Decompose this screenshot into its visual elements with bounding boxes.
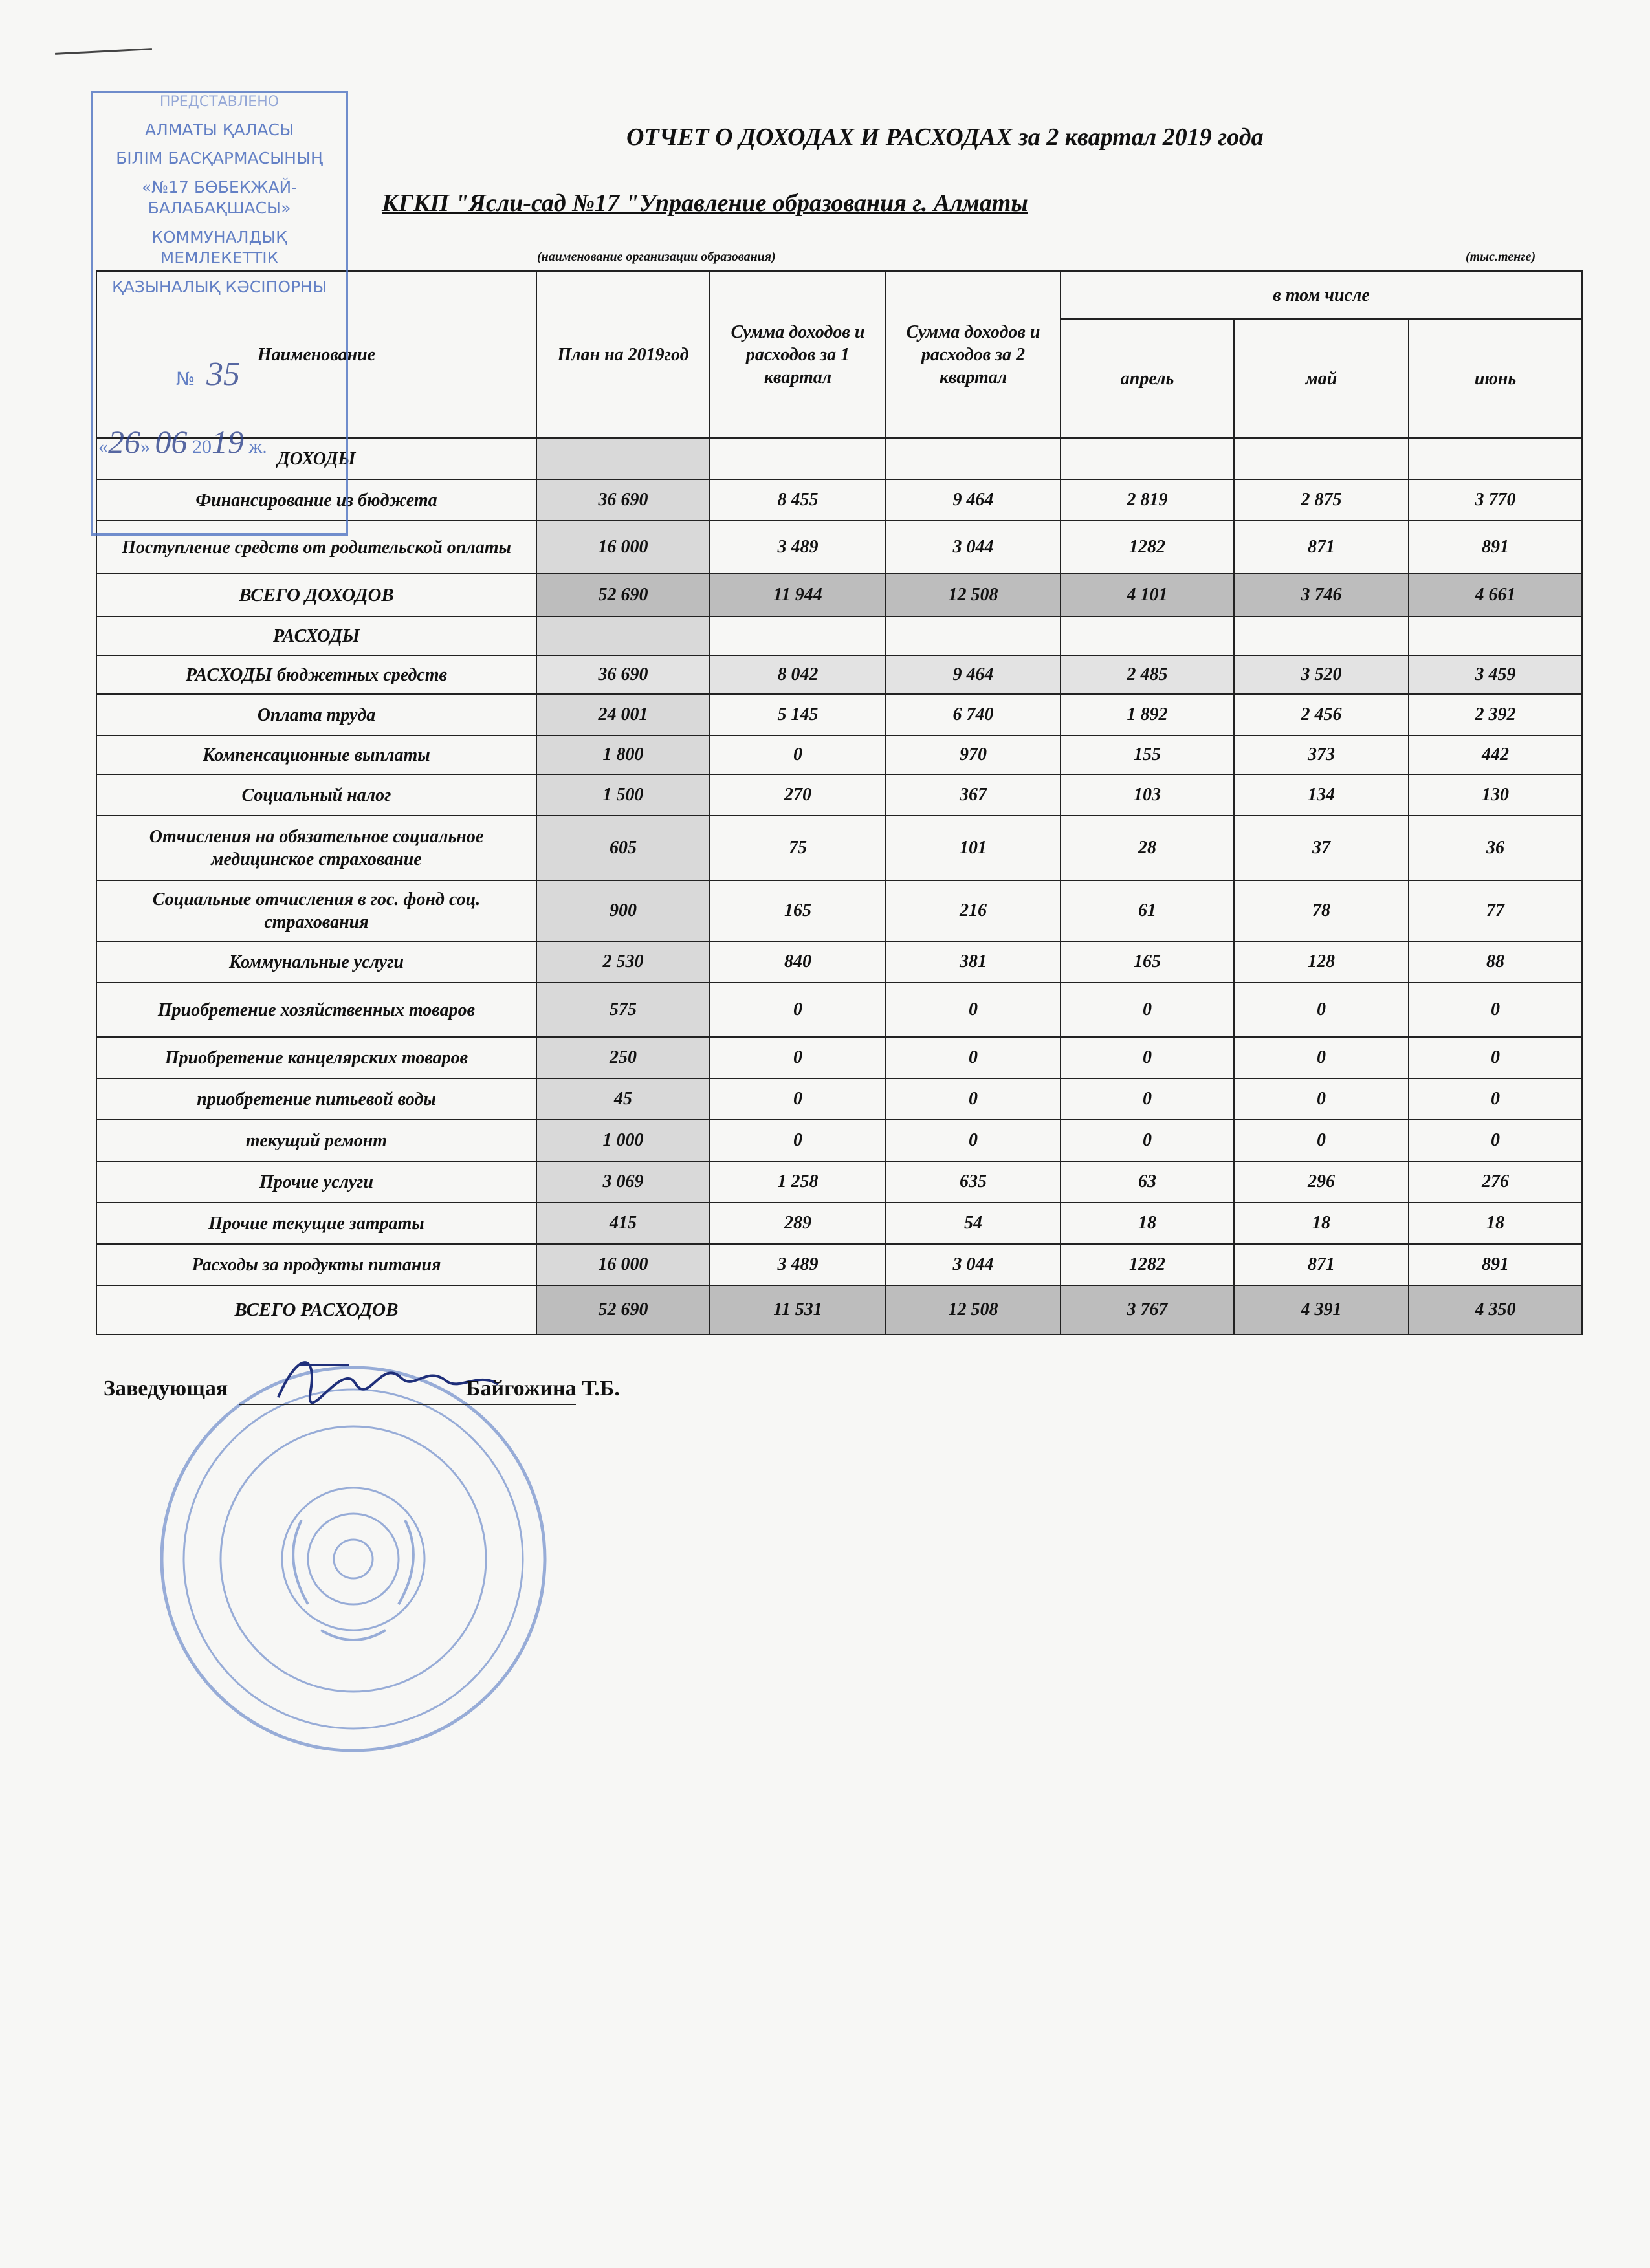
stamp-line: ҚАЗЫНАЛЫҚ КӘСІПОРНЫ (111, 277, 327, 296)
cell-apr: 61 (1061, 880, 1234, 941)
cell-jun: 4 661 (1409, 574, 1582, 616)
cell-apr (1061, 438, 1234, 479)
cell-plan: 3 069 (536, 1161, 710, 1203)
cell-q2: 9 464 (886, 655, 1061, 694)
cell-q2: 12 508 (886, 574, 1061, 616)
report-title: ОТЧЕТ О ДОХОДАХ И РАСХОДАХ за 2 квартал 2019 года (626, 124, 1264, 151)
cell-plan: 45 (536, 1078, 710, 1120)
cell-q2: 3 044 (886, 1244, 1061, 1285)
stamp-date: «26» 06 2019 ж. (98, 424, 267, 460)
cell-q2: 381 (886, 941, 1061, 983)
table-row (96, 774, 1582, 816)
cell-may: 871 (1234, 521, 1409, 574)
cell-plan (536, 616, 710, 655)
cell-q2 (886, 438, 1061, 479)
cell-plan: 1 000 (536, 1120, 710, 1161)
cell-q2: 6 740 (886, 694, 1061, 736)
cell-q2: 101 (886, 816, 1061, 880)
header-q1: Сумма доходов и расходов за 1 квартал (710, 271, 886, 438)
header-including: в том числе (1061, 271, 1582, 319)
cell-may: 18 (1234, 1203, 1409, 1244)
cell-q2: 9 464 (886, 479, 1061, 521)
cell-may: 2 875 (1234, 479, 1409, 521)
cell-jun (1409, 616, 1582, 655)
cell-may (1234, 616, 1409, 655)
cell-q1: 0 (710, 1037, 886, 1078)
row-label: Расходы за продукты питания (96, 1244, 536, 1285)
stamp-line: БІЛІМ БАСҚАРМАСЫНЫҢ (116, 149, 323, 168)
row-label: Оплата труда (96, 694, 536, 736)
cell-may: 37 (1234, 816, 1409, 880)
cell-jun: 36 (1409, 816, 1582, 880)
cell-jun: 3 459 (1409, 655, 1582, 694)
cell-plan (536, 438, 710, 479)
cell-jun: 88 (1409, 941, 1582, 983)
cell-q2: 635 (886, 1161, 1061, 1203)
cell-jun: 4 350 (1409, 1285, 1582, 1335)
signer-role: Заведующая (104, 1377, 228, 1401)
cell-q1: 11 531 (710, 1285, 886, 1335)
cell-apr: 1 892 (1061, 694, 1234, 736)
row-label: Социальный налог (96, 774, 536, 816)
table-row (96, 1285, 1582, 1335)
table-row (96, 694, 1582, 736)
row-label: Приобретение хозяйственных товаров (96, 983, 536, 1037)
cell-q1: 11 944 (710, 574, 886, 616)
header-june: июнь (1409, 319, 1582, 438)
cell-may: 78 (1234, 880, 1409, 941)
cell-q1 (710, 616, 886, 655)
cell-jun: 3 770 (1409, 479, 1582, 521)
table-row (96, 1037, 1582, 1078)
row-label: Прочие услуги (96, 1161, 536, 1203)
cell-apr: 0 (1061, 1037, 1234, 1078)
cell-q1: 3 489 (710, 1244, 886, 1285)
stamp-line: КОММУНАЛДЫҚ МЕМЛЕКЕТТІК (151, 227, 287, 268)
cell-jun: 18 (1409, 1203, 1582, 1244)
cell-q1: 0 (710, 1120, 886, 1161)
cell-apr: 165 (1061, 941, 1234, 983)
cell-plan: 900 (536, 880, 710, 941)
row-label: приобретение питьевой воды (96, 1078, 536, 1120)
table-row (96, 1203, 1582, 1244)
cell-apr: 0 (1061, 1078, 1234, 1120)
round-seal-image (153, 1358, 554, 1760)
stamp-number-prefix: № (176, 368, 195, 389)
cell-q1: 8 042 (710, 655, 886, 694)
row-label: ВСЕГО ДОХОДОВ (96, 574, 536, 616)
table-row (96, 1244, 1582, 1285)
cell-apr: 103 (1061, 774, 1234, 816)
stamp-number (176, 355, 338, 393)
row-label: Приобретение канцелярских товаров (96, 1037, 536, 1078)
cell-may: 0 (1234, 1120, 1409, 1161)
row-label: РАСХОДЫ бюджетных средств (96, 655, 536, 694)
cell-q2: 367 (886, 774, 1061, 816)
stamp-date-year: 19 (212, 424, 244, 460)
cell-q1: 840 (710, 941, 886, 983)
cell-jun: 891 (1409, 521, 1582, 574)
signature-line (239, 1404, 576, 1405)
cell-q2: 216 (886, 880, 1061, 941)
table-row (96, 880, 1582, 941)
table-row (96, 1120, 1582, 1161)
cell-plan: 605 (536, 816, 710, 880)
cell-q2 (886, 616, 1061, 655)
cell-q1: 165 (710, 880, 886, 941)
cell-plan: 36 690 (536, 479, 710, 521)
cell-jun: 0 (1409, 1078, 1582, 1120)
cell-may: 0 (1234, 1078, 1409, 1120)
cell-q1: 1 258 (710, 1161, 886, 1203)
cell-q2: 54 (886, 1203, 1061, 1244)
row-label: ВСЕГО РАСХОДОВ (96, 1285, 536, 1335)
cell-may: 296 (1234, 1161, 1409, 1203)
row-label: текущий ремонт (96, 1120, 536, 1161)
row-label: Социальные отчисления в гос. фонд соц. страхования (96, 880, 536, 941)
cell-apr: 4 101 (1061, 574, 1234, 616)
table-row (96, 1161, 1582, 1203)
cell-q2: 970 (886, 736, 1061, 774)
cell-may: 871 (1234, 1244, 1409, 1285)
header-q2: Сумма доходов и расходов за 2 квартал (886, 271, 1061, 438)
cell-plan: 36 690 (536, 655, 710, 694)
cell-plan: 24 001 (536, 694, 710, 736)
stamp-line: ПРЕДСТАВЛЕНО (159, 94, 280, 110)
cell-q1: 270 (710, 774, 886, 816)
row-label: Прочие текущие затраты (96, 1203, 536, 1244)
table-row (96, 1078, 1582, 1120)
stamp-number-value: 35 (206, 356, 240, 393)
cell-q2: 0 (886, 1037, 1061, 1078)
cell-apr: 28 (1061, 816, 1234, 880)
cell-may: 3 746 (1234, 574, 1409, 616)
cell-apr: 1282 (1061, 1244, 1234, 1285)
cell-q2: 0 (886, 1078, 1061, 1120)
stamp-date-month: 06 (155, 424, 188, 460)
cell-jun: 0 (1409, 1120, 1582, 1161)
cell-plan: 415 (536, 1203, 710, 1244)
cell-apr: 2 819 (1061, 479, 1234, 521)
cell-q1: 0 (710, 983, 886, 1037)
cell-apr: 18 (1061, 1203, 1234, 1244)
cell-q1: 8 455 (710, 479, 886, 521)
header-name: Наименование (96, 271, 536, 438)
row-label: Компенсационные выплаты (96, 736, 536, 774)
cell-apr: 3 767 (1061, 1285, 1234, 1335)
cell-plan: 52 690 (536, 1285, 710, 1335)
cell-q1: 3 489 (710, 521, 886, 574)
cell-q1: 5 145 (710, 694, 886, 736)
stamp-date-suffix: ж. (248, 436, 267, 457)
table-row (96, 983, 1582, 1037)
row-label: Отчисления на обязательное социальное медицинское страхование (96, 816, 536, 880)
stamp-line: АЛМАТЫ ҚАЛАСЫ (144, 120, 294, 139)
cell-apr: 155 (1061, 736, 1234, 774)
cell-q2: 3 044 (886, 521, 1061, 574)
cell-plan: 575 (536, 983, 710, 1037)
cell-plan: 1 500 (536, 774, 710, 816)
cell-jun: 0 (1409, 983, 1582, 1037)
cell-may: 128 (1234, 941, 1409, 983)
cell-plan: 250 (536, 1037, 710, 1078)
cell-apr: 0 (1061, 1120, 1234, 1161)
cell-jun: 0 (1409, 1037, 1582, 1078)
cell-plan: 1 800 (536, 736, 710, 774)
cell-apr: 1282 (1061, 521, 1234, 574)
cell-may: 134 (1234, 774, 1409, 816)
organization-name: КГКП "Ясли-сад №17 "Управление образования г. Алматы (382, 190, 1028, 217)
cell-jun: 891 (1409, 1244, 1582, 1285)
cell-may: 2 456 (1234, 694, 1409, 736)
stamp-date-year-prefix: 20 (192, 436, 212, 457)
cell-apr: 2 485 (1061, 655, 1234, 694)
cell-jun: 2 392 (1409, 694, 1582, 736)
row-label: ДОХОДЫ (96, 438, 536, 479)
cell-plan: 2 530 (536, 941, 710, 983)
stamp-line: «№17 БӨБЕКЖАЙ-БАЛАБАҚШАСЫ» (141, 177, 298, 218)
cell-may: 0 (1234, 983, 1409, 1037)
header-april: апрель (1061, 319, 1234, 438)
cell-q2: 0 (886, 1120, 1061, 1161)
cell-jun: 442 (1409, 736, 1582, 774)
row-label: РАСХОДЫ (96, 616, 536, 655)
cell-may: 373 (1234, 736, 1409, 774)
row-label: Коммунальные услуги (96, 941, 536, 983)
cell-q2: 12 508 (886, 1285, 1061, 1335)
table-row (96, 941, 1582, 983)
currency-unit: (тыс.тенге) (1466, 250, 1536, 264)
cell-q1: 0 (710, 736, 886, 774)
cell-may: 4 391 (1234, 1285, 1409, 1335)
stamp-date-day: 26 (108, 424, 140, 460)
cell-may (1234, 438, 1409, 479)
table-row (96, 736, 1582, 774)
cell-apr (1061, 616, 1234, 655)
cell-q1 (710, 438, 886, 479)
cell-may: 0 (1234, 1037, 1409, 1078)
cell-q1: 289 (710, 1203, 886, 1244)
cell-plan: 16 000 (536, 1244, 710, 1285)
header-plan: План на 2019год (536, 271, 710, 438)
row-label: Финансирование из бюджета (96, 479, 536, 521)
cell-apr: 63 (1061, 1161, 1234, 1203)
cell-jun: 276 (1409, 1161, 1582, 1203)
cell-jun (1409, 438, 1582, 479)
cell-plan: 52 690 (536, 574, 710, 616)
table-row (96, 816, 1582, 880)
cell-q1: 0 (710, 1078, 886, 1120)
table-row (96, 655, 1582, 694)
cell-plan: 16 000 (536, 521, 710, 574)
header-may: май (1234, 319, 1409, 438)
cell-jun: 130 (1409, 774, 1582, 816)
cell-jun: 77 (1409, 880, 1582, 941)
cell-q1: 75 (710, 816, 886, 880)
organization-caption: (наименование организации образования) (537, 250, 776, 264)
cell-q2: 0 (886, 983, 1061, 1037)
cell-may: 3 520 (1234, 655, 1409, 694)
table-row (96, 574, 1582, 616)
row-label: Поступление средств от родительской оплаты (96, 521, 536, 574)
scan-mark (55, 48, 152, 55)
table-row (96, 616, 1582, 655)
registration-stamp (91, 91, 348, 536)
table-body (96, 438, 1582, 1335)
signer-name: Байгожина Т.Б. (466, 1377, 620, 1401)
cell-apr: 0 (1061, 983, 1234, 1037)
